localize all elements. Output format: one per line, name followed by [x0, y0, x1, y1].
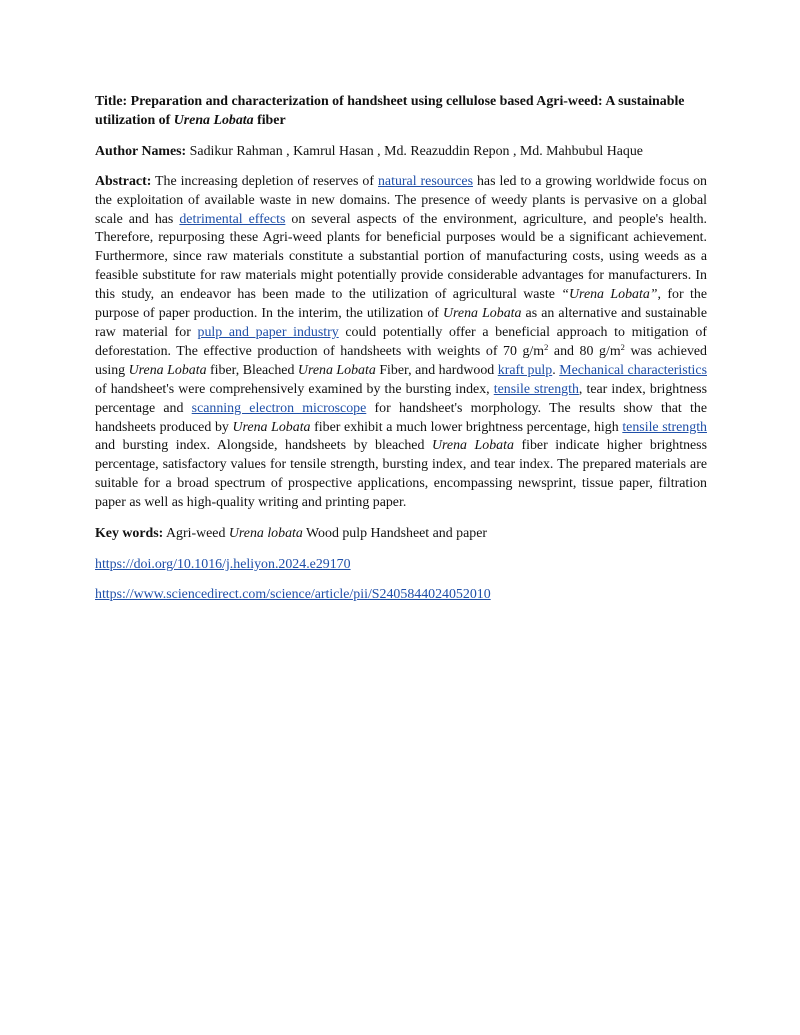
abstract-text: for handsheet's morphology. The results show that the handsheets produced by [95, 400, 707, 435]
title-end: fiber [253, 112, 286, 128]
link-mechanical-characteristics[interactable]: Mechanical characteristics [559, 362, 707, 378]
keyword-text: Wood pulp Handsheet and paper [302, 526, 488, 542]
abstract-text: could potentially offer a beneficial approach to mitigation of deforestation. The effective production of handsheets with weights of 70 g/m [95, 324, 707, 359]
abstract-paragraph [95, 173, 707, 513]
abstract-text: fiber exhibit a much lower brightness percentage, high [310, 419, 623, 435]
authors-label: Author Names: [95, 143, 187, 159]
abstract-text: has led to a growing worldwide focus on the exploitation of available waste in new domains. The presence of weedy plants is pervasive on a global scale and has [95, 173, 707, 227]
superscript: 2 [544, 341, 549, 352]
abstract-label: Abstract: [95, 173, 152, 189]
sciencedirect-link[interactable]: https://www.sciencedirect.com/science/article/pii/S2405844024052010 [95, 586, 491, 602]
superscript: 2 [620, 341, 625, 352]
abstract-text: was achieved using [95, 343, 708, 378]
abstract-text: The increasing depletion of reserves of [151, 173, 378, 189]
abstract-species: “Urena Lobata” [561, 287, 658, 303]
abstract-text: and 80 g/m [548, 343, 621, 359]
keyword-text: Agri-weed [163, 526, 229, 542]
author-line [95, 143, 707, 162]
abstract-text: . [552, 362, 560, 378]
abstract-species: Urena Lobata [232, 419, 311, 435]
abstract-text: Fiber, and hardwood [375, 362, 498, 378]
abstract-text: as an alternative and sustainable raw material for [95, 306, 708, 340]
title-text: Preparation and characterization of handsheet using cellulose based Agri-weed: A sustainable utilization of [95, 94, 685, 128]
keywords-label: Key words: [95, 526, 164, 542]
link-kraft-pulp[interactable]: kraft pulp [497, 362, 553, 378]
title-label: Title: [95, 94, 128, 109]
link-natural-resources[interactable]: natural resources [377, 173, 473, 189]
abstract-text: on several aspects of the environment, agriculture, and people's health. Therefore, repurposing these Agri-weed plants for beneficial purposes would be a significant achievement. Furthermore, since raw materials constitute a substantial portion of manufacturing costs, using weeds as a feasible substitute for raw materials might potentially provide considerable advantages for manufacturers. In this study, an endeavor has been made to the utilization of agricultural waste [95, 211, 707, 303]
link-pulp-paper-industry[interactable]: pulp and paper industry [197, 324, 339, 340]
link-tensile-strength-2[interactable]: tensile strength [622, 419, 707, 435]
link-detrimental-effects[interactable]: detrimental effects [179, 211, 286, 227]
abstract-text: and bursting index. Alongside, handsheets by bleached [95, 438, 432, 454]
abstract-species: Urena Lobata [128, 362, 207, 378]
abstract-text: fiber indicate higher brightness percentage, satisfactory values for tensile strength, bursting index, and tear index. The prepared materials are suitable for a broad spectrum of prospective applications, encompassing newsprint, tissue paper, filtration paper as well as high-quality writing and printing paper. [95, 438, 707, 511]
sciencedirect-line [95, 586, 707, 605]
title-species: Urena Lobata [173, 112, 254, 128]
abstract-species: Urena Lobata [443, 306, 522, 322]
document-page [95, 93, 707, 616]
abstract-text: of handsheet's were comprehensively examined by the bursting index, [95, 381, 494, 397]
abstract-species: Urena Lobata [297, 362, 376, 378]
abstract-text: , tear index, brightness percentage and [95, 381, 707, 416]
doi-line [95, 556, 707, 575]
abstract-text: , for the purpose of paper production. In the interim, the utilization of [95, 287, 707, 322]
keyword-species: Urena lobata [228, 526, 303, 542]
keywords-line [95, 525, 707, 544]
abstract-text: fiber, Bleached [206, 362, 298, 378]
link-scanning-electron-microscope[interactable]: scanning electron microscope [191, 400, 367, 416]
author-names: Sadikur Rahman , Kamrul Hasan , Md. Reazuddin Repon , Md. Mahbubul Haque [189, 143, 643, 159]
abstract-species: Urena Lobata [431, 438, 514, 454]
link-tensile-strength[interactable]: tensile strength [493, 381, 579, 397]
doi-link[interactable]: https://doi.org/10.1016/j.heliyon.2024.e29170 [95, 556, 351, 572]
paper-title [95, 93, 707, 131]
